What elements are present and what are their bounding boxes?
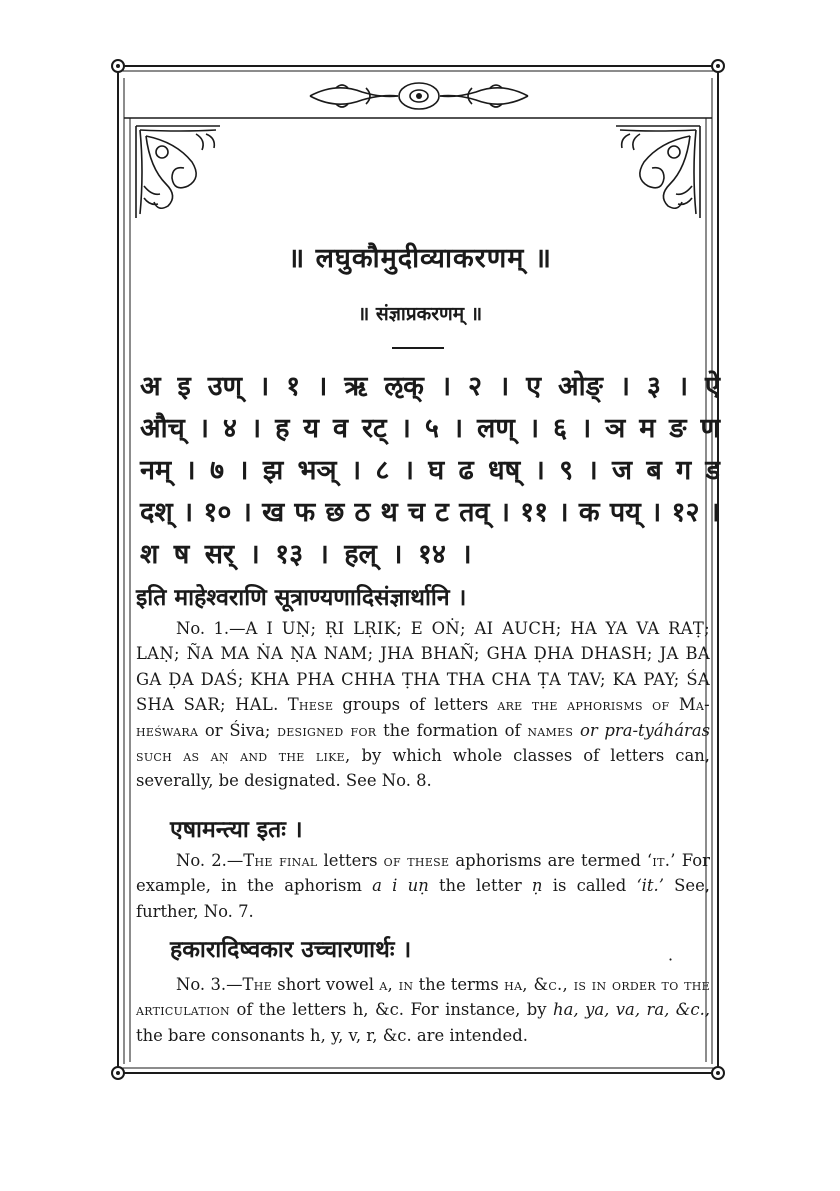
text-span: ṇ [531,876,543,896]
text-span: designed for [277,720,377,740]
text-span: The final [243,851,318,870]
sutra-line: श ष सर् । १३ । हल् । १४ । [140,539,472,570]
header-ornament [306,78,532,114]
text-span: ‘it.’ [636,876,664,896]
sutra-heading: हकारादिष्वकार उच्चारणार्थः । [170,936,412,963]
text-span: is called [542,876,637,896]
sutra-line: नम् । ७ । झ भञ् । ८ । घ ढ धष् । ९ । ज ब ग ड [140,455,720,486]
text-span: short vowel [271,975,380,994]
text-span: These [287,695,334,715]
paragraph-no-2 [136,848,710,924]
text-span: Ma-heśwara [136,695,710,740]
text-span: ha, &c., is in order to the articulation [136,975,710,1020]
text-span: by which whole classes of letters can, severally, be designated. See No. 8. [136,746,710,791]
paragraph-number: No. 3.— [176,975,243,994]
paragraph-number: No. 2.— [176,851,244,870]
text-span: a i uṇ [372,876,429,896]
aphorism-list: A I UṆ; ṚI LṚIK; E OṄ; AI AUCH; HA YA VA RAṬ; LAṆ; ÑA MA ṄA ṆA NAM; JHA BHAÑ; GHA ḌHA DHASH; JA BA GA ḌA DAŚ; KHA PHA CHHA ṬHA THA CHA ṬA TAV; KA PAY; ŚA SHA SAR; HAL. [136,619,710,715]
text-span: or Śiva; [198,720,278,740]
text-span: groups of letters [333,695,498,715]
text-span: ‘it.’ [646,851,676,870]
rosette-icon [709,57,727,75]
text-span: or pra-tyáháras [573,720,710,740]
paragraph-no-3 [136,972,710,1048]
section-title: ॥ संज्ञाप्रकरणम् ॥ [357,303,483,325]
text-span: the letter [428,876,532,896]
text-span: the bare consonants h, y, v, r, &c. are intended. [136,1025,528,1045]
sutra-line: दश् । १० । ख फ छ ठ थ च ट तव् । ११ । क पय् । १२ । [140,497,720,528]
sutra-heading: एषामन्त्या इतः । [170,816,303,843]
sutra-line: औच् । ४ । ह य व रट् । ५ । लण् । ६ । ञ म ङ ण [140,413,720,444]
text-span: For example, in the aphorism [136,851,710,896]
title-divider [392,347,444,349]
text-span: the formation of [376,720,528,740]
text-span: of the letters h, &c. For instance, by [229,1000,554,1020]
sutra-line: अ इ उण् । १ । ऋ ऌक् । २ । ए ओङ् । ३ । ऐ [140,371,720,402]
paragraph-number: No. 1.— [176,619,246,638]
text-span: a, in [379,975,414,994]
text-span: names [527,720,574,740]
page-title: ॥ लघुकौमुदीव्याकरणम् ॥ [288,243,552,274]
text-span: such as aṇ and the like, [136,746,351,766]
text-span: the terms [413,975,505,994]
text-span: of these [383,851,450,870]
paragraph-no-1 [136,616,710,794]
text-span: The [242,975,272,994]
rosette-icon [709,1064,727,1082]
text-span: letters [317,851,384,870]
stray-mark: · [668,950,674,969]
corner-flourish-left [132,122,224,222]
rosette-icon [109,1064,127,1082]
corner-flourish-right [612,122,704,222]
text-span: are the aphorisms of [497,695,670,715]
text-span: See, further, No. 7. [136,876,710,921]
rosette-icon [109,57,127,75]
text-span: ha, ya, va, ra, &c., [553,1000,710,1020]
text-span: aphorisms are termed [449,851,647,870]
sutra-heading: इति माहेश्वराणि सूत्राण्यणादिसंज्ञार्थानि । [136,584,467,611]
